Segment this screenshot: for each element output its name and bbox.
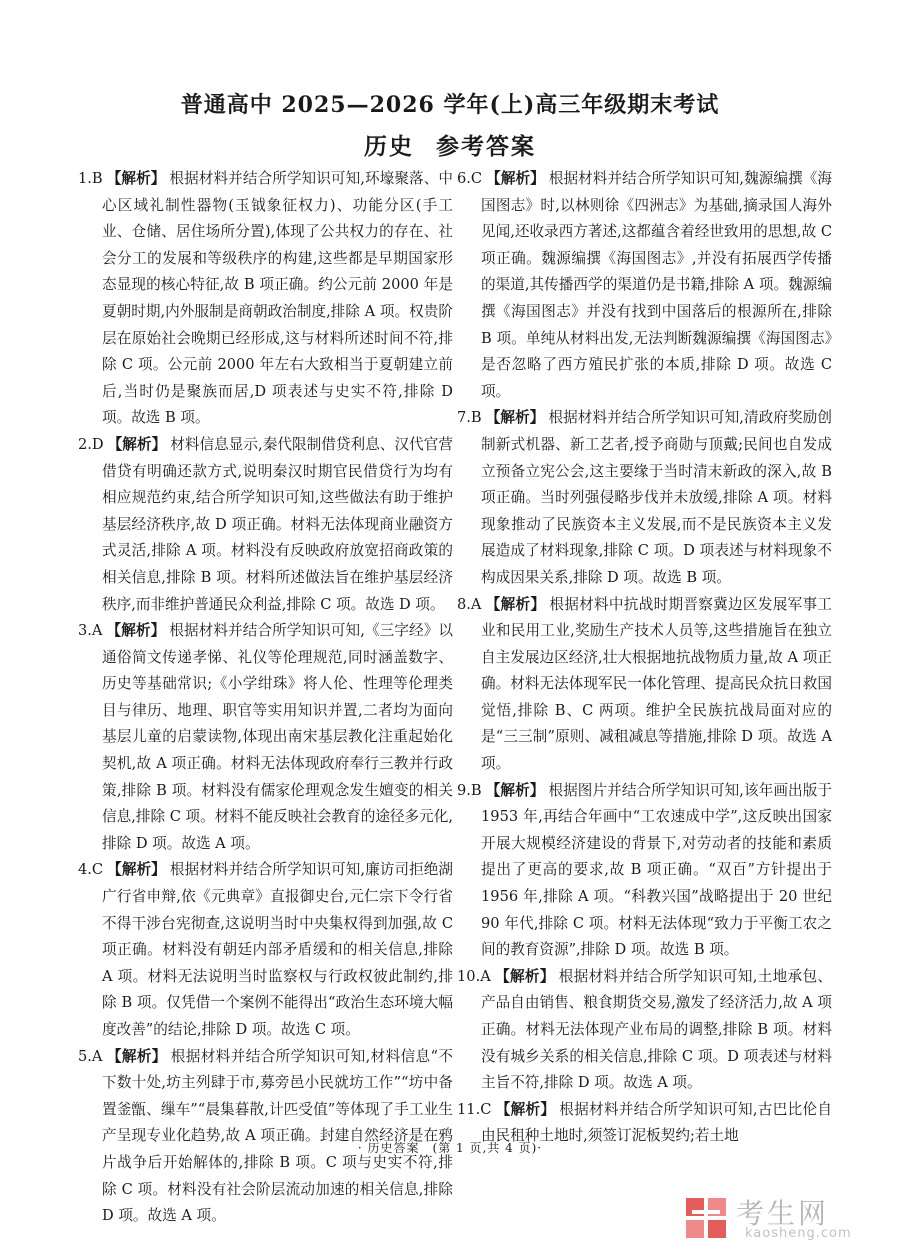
left-column [78,166,453,1230]
answer-key-label: 参考答案 [436,133,536,160]
subject-title [0,128,900,161]
answer-item-4: 4.C 【解析】 根据材料并结合所学知识可知,廉访司拒绝湖广行省申辩,依《元典章》直报御史台,元仁宗下令行省不得干涉台宪彻查,这说明当时中央集权得到加强,故 C 项正确。材料没有朝廷内部矛盾缓和的相关信息,排除 A 项。材料无法说明当时监察权与行政权彼此制约,排除 B 项。仅凭借一个案例不能得出“政治生态环境大幅度改善”的结论,排除 D 项。故选 C 项。 [78,861,453,1038]
answer-item-7: 7.B 【解析】 根据材料并结合所学知识可知,清政府奖励创制新式机器、新工艺者,授予商勋与顶戴;民间也自发成立预备立宪公会,这主要缘于当时清末新政的深入,故 B 项正确。当时列强侵略步伐并未放缓,排除 A 项。材料现象推动了民族资本主义发展,而不是民族资本主义发展造成了材料现象,排除 C 项。D 项表述与材料现象不构成因果关系,排除 D 项。故选 B 项。 [457,409,832,586]
watermark-name: 考生网 [736,1197,830,1230]
watermark-url: kaosheng.com [745,1226,852,1241]
watermark [560,1190,890,1246]
answer-item-6: 6.C 【解析】 根据材料并结合所学知识可知,魏源编撰《海国图志》时,以林则徐《四洲志》为基础,摘录国人海外见闻,还收录西方著述,这都蕴含着经世致用的思想,故 C 项正确。魏源编撰《海国图志》,并没有拓展西学传播的渠道,其传播西学的渠道仍是书籍,排除 A 项。魏源编撰《海国图志》并没有找到中国落后的根源所在,排除 B 项。单纯从材料出发,无法判断魏源编撰《海国图志》是否忽略了西方殖民扩张的本质,排除 D 项。故选 C 项。 [457,170,832,400]
analysis-tag: 【解析】 [106,1047,167,1065]
answer-item-8: 8.A 【解析】 根据材料中抗战时期晋察冀边区发展军事工业和民用工业,奖励生产技术人员等,这些措施旨在独立自主发展边区经济,壮大根据地抗战物质力量,故 A 项正确。材料无法体现军民一体化管理、提高民众抗日救国觉悟,排除 B、C 两项。维护全民族抗战局面对应的是“三三制”原则、减租减息等措施,排除 D 项。故选 A 项。 [457,595,832,773]
answer-item-10: 10.A 【解析】 根据材料并结合所学知识可知,土地承包、产品自由销售、粮食期货交易,激发了经济活力,故 A 项正确。材料无法体现产业布局的调整,排除 B 项。材料没有城乡关系的相关信息,排除 C 项。D 项表述与材料主旨不符,排除 D 项。故选 A 项。 [457,967,832,1092]
analysis-tag: 【解析】 [494,967,555,985]
kaosheng-logo-icon [684,1196,728,1240]
answer-item-9: 9.B 【解析】 根据图片并结合所学知识可知,该年画出版于 1953 年,再结合年画中“工农速成中学”,这反映出国家开展大规模经济建设的背景下,对劳动者的技能和素质提出了更高的要求,故 B 项正确。“双百”方针提出于 1956 年,排除 A 项。“科教兴国”战略提出于 20 世纪 90 年代,排除 C 项。材料无法体现“致力于平衡工农之间的教育资源”,排除 D 项。故选 B 项。 [457,781,832,959]
answer-item-2: 2.D 【解析】 材料信息显示,秦代限制借贷利息、汉代官营借贷有明确还款方式,说明秦汉时期官民借贷行为均有相应规范约束,结合所学知识可知,这些做法有助于维护基层经济秩序,故 D 项正确。材料无法体现商业融资方式灵活,排除 A 项。材料没有反映政府放宽招商政策的相关信息,排除 B 项。材料所述做法旨在维护基层经济秩序,而非维护普通民众利益,排除 C 项。故选 D 项。 [78,435,453,613]
answer-item-3: 3.A 【解析】 根据材料并结合所学知识可知,《三字经》以通俗简文传递孝悌、礼仪等伦理规范,同时涵盖数字、历史等基础常识;《小学绀珠》将人伦、性理等伦理类目与律历、地理、职官等实用知识并置,二者均为面向基层儿童的启蒙读物,体现出南宋基层教化注重起始化契机,故 A 项正确。材料无法体现政府奉行三教并行政策,排除 B 项。材料没有儒家伦理观念发生嬗变的相关信息,排除 C 项。材料不能反映社会教育的途径多元化,排除 D 项。故选 A 项。 [78,622,453,852]
analysis-tag: 【解析】 [106,170,166,187]
analysis-tag: 【解析】 [485,595,546,613]
page-title: 普通高中 2025—2026 学年(上)高三年级期末考试 [180,92,720,118]
right-column [457,166,832,1150]
analysis-tag: 【解析】 [495,1100,556,1118]
analysis-tag: 【解析】 [486,170,545,187]
answer-item-11: 11.C 【解析】 根据材料并结合所学知识可知,古巴比伦自由民租种土地时,须签订泥板契约;若土地 [457,1100,832,1145]
answer-item-1: 1.B 【解析】 根据材料并结合所学知识可知,环壕聚落、中心区域礼制性器物(玉钺象征权力)、功能分区(手工业、仓储、居住场所分置),体现了公共权力的存在、社会分工的发展和等级秩序的构建,这些都是早期国家形态显现的核心特征,故 B 项正确。约公元前 2000 年是夏朝时期,内外服制是商朝政治制度,排除 A 项。权贵阶层在原始社会晚期已经形成,这与材料所述时间不符,排除 C 项。公元前 2000 年左右大致相当于夏朝建立前后,当时仍是聚族而居,D 项表述与史实不符,排除 D 项。故选 B 项。 [78,170,453,427]
subject-name: 历史 [364,133,414,160]
answer-item-5: 5.A 【解析】 根据材料并结合所学知识可知,材料信息“不下数十处,坊主列肆于市,募旁邑小民就坊工作”“坊中备置釜甑、缫车”“晨集暮散,计匹受值”等体现了手工业生产呈现专业化趋势,故 A 项正确。封建自然经济是在鸦片战争后开始解体的,排除 B 项。C 项与史实不符,排除 C 项。材料没有社会阶层流动加速的相关信息,排除 D 项。故选 A 项。 [78,1047,453,1225]
page-footer: · 历史答案 (第 1 页,共 4 页)· [357,1141,543,1155]
analysis-tag: 【解析】 [107,861,166,879]
analysis-tag: 【解析】 [107,435,167,453]
analysis-tag: 【解析】 [106,622,166,640]
analysis-tag: 【解析】 [485,781,545,799]
analysis-tag: 【解析】 [485,409,545,427]
